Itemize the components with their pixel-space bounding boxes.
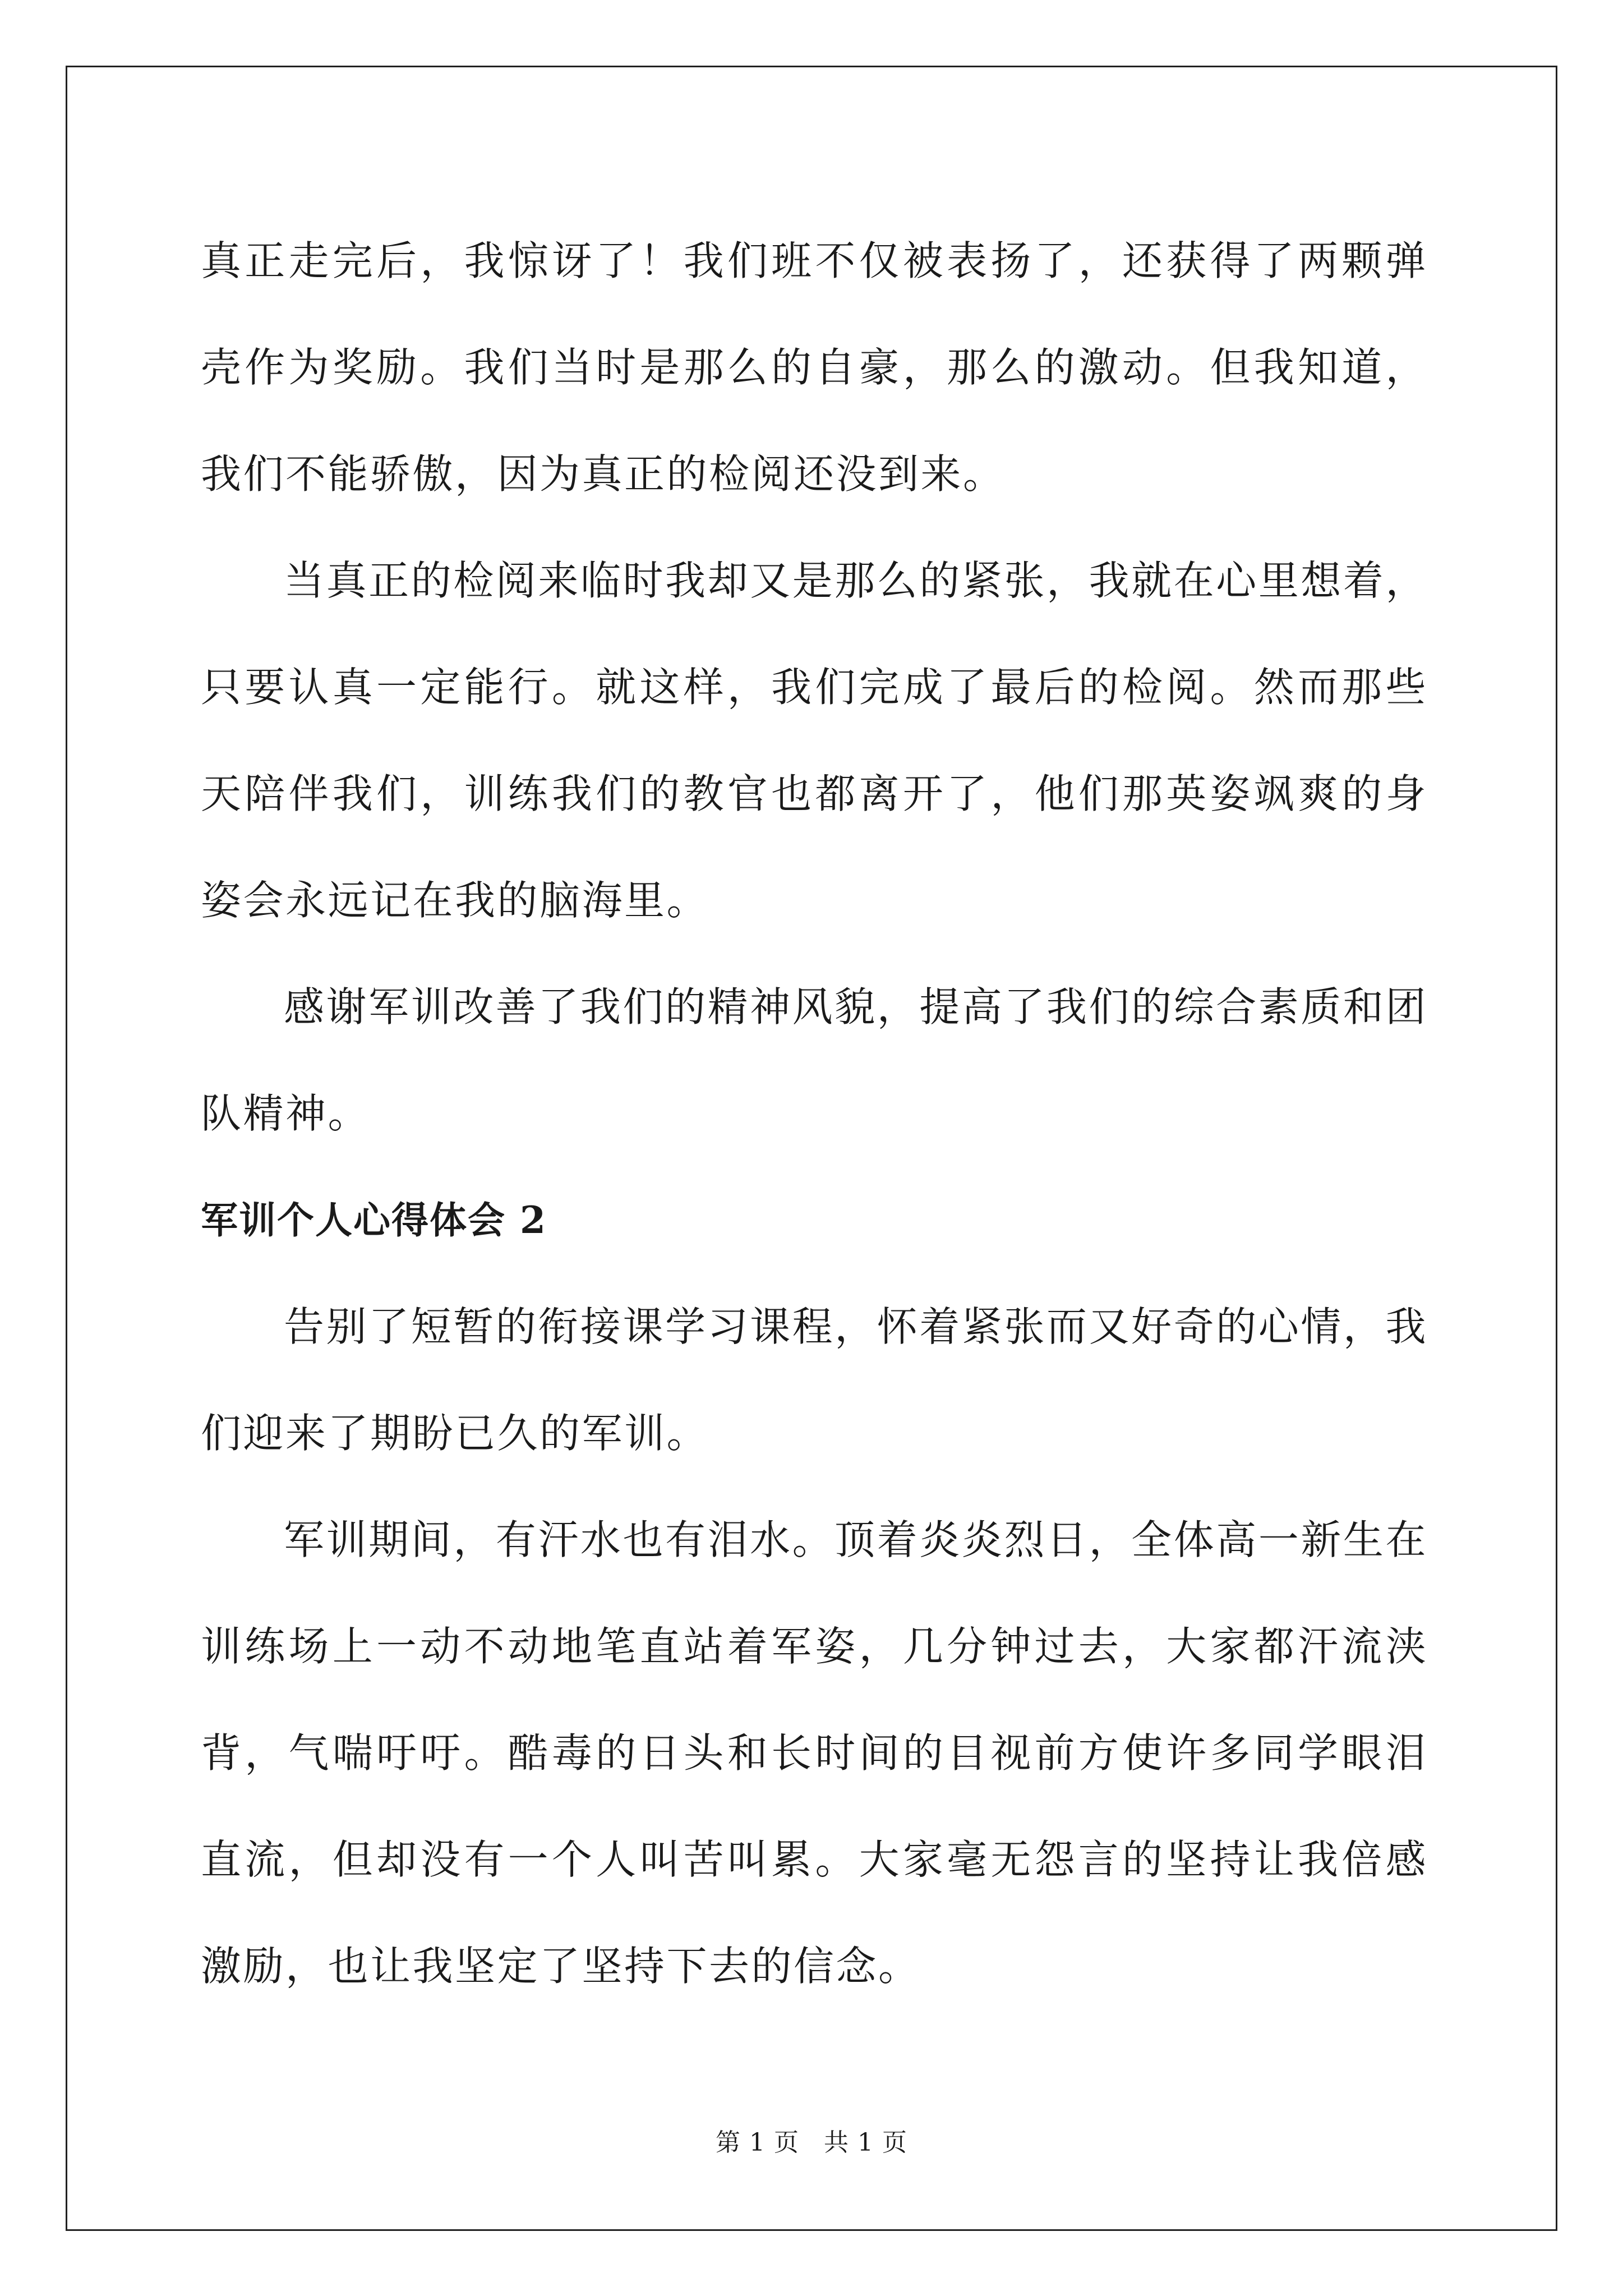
paragraph-1: 真正走完后，我惊讶了！我们班不仅被表扬了，还获得了两颗弹壳作为奖励。我们当时是那么的自豪，那么的激动。但我知道，我们不能骄傲，因为真正的检阅还没到来。 bbox=[201, 237, 1428, 498]
document-body bbox=[201, 208, 1428, 2019]
paragraph-4: 告别了短暂的衔接课学习课程，怀着紧张而又好奇的心情，我们迎来了期盼已久的军训。 bbox=[201, 1303, 1428, 1457]
paragraph-3: 感谢军训改善了我们的精神风貌，提高了我们的综合素质和团队精神。 bbox=[201, 983, 1428, 1137]
page-footer bbox=[0, 2126, 1623, 2160]
paragraph-2: 当真正的检阅来临时我却又是那么的紧张，我就在心里想着，只要认真一定能行。就这样，我们完成了最后的检阅。然而那些天陪伴我们，训练我们的教官也都离开了，他们那英姿飒爽的身姿会永远记在我的脑海里。 bbox=[201, 557, 1428, 924]
page-number: 第 1 页 bbox=[716, 2128, 799, 2157]
section-title: 军训个人心得体会 2 bbox=[201, 1198, 547, 1242]
page-total: 共 1 页 bbox=[824, 2128, 907, 2157]
paragraph-5: 军训期间，有汗水也有泪水。顶着炎炎烈日，全体高一新生在训练场上一动不动地笔直站着军姿，几分钟过去，大家都汗流浃背，气喘吁吁。酷毒的日头和长时间的目视前方使许多同学眼泪直流，但却没有一个人叫苦叫累。大家毫无怨言的坚持让我倍感激励，也让我坚定了坚持下去的信念。 bbox=[201, 1516, 1428, 1990]
